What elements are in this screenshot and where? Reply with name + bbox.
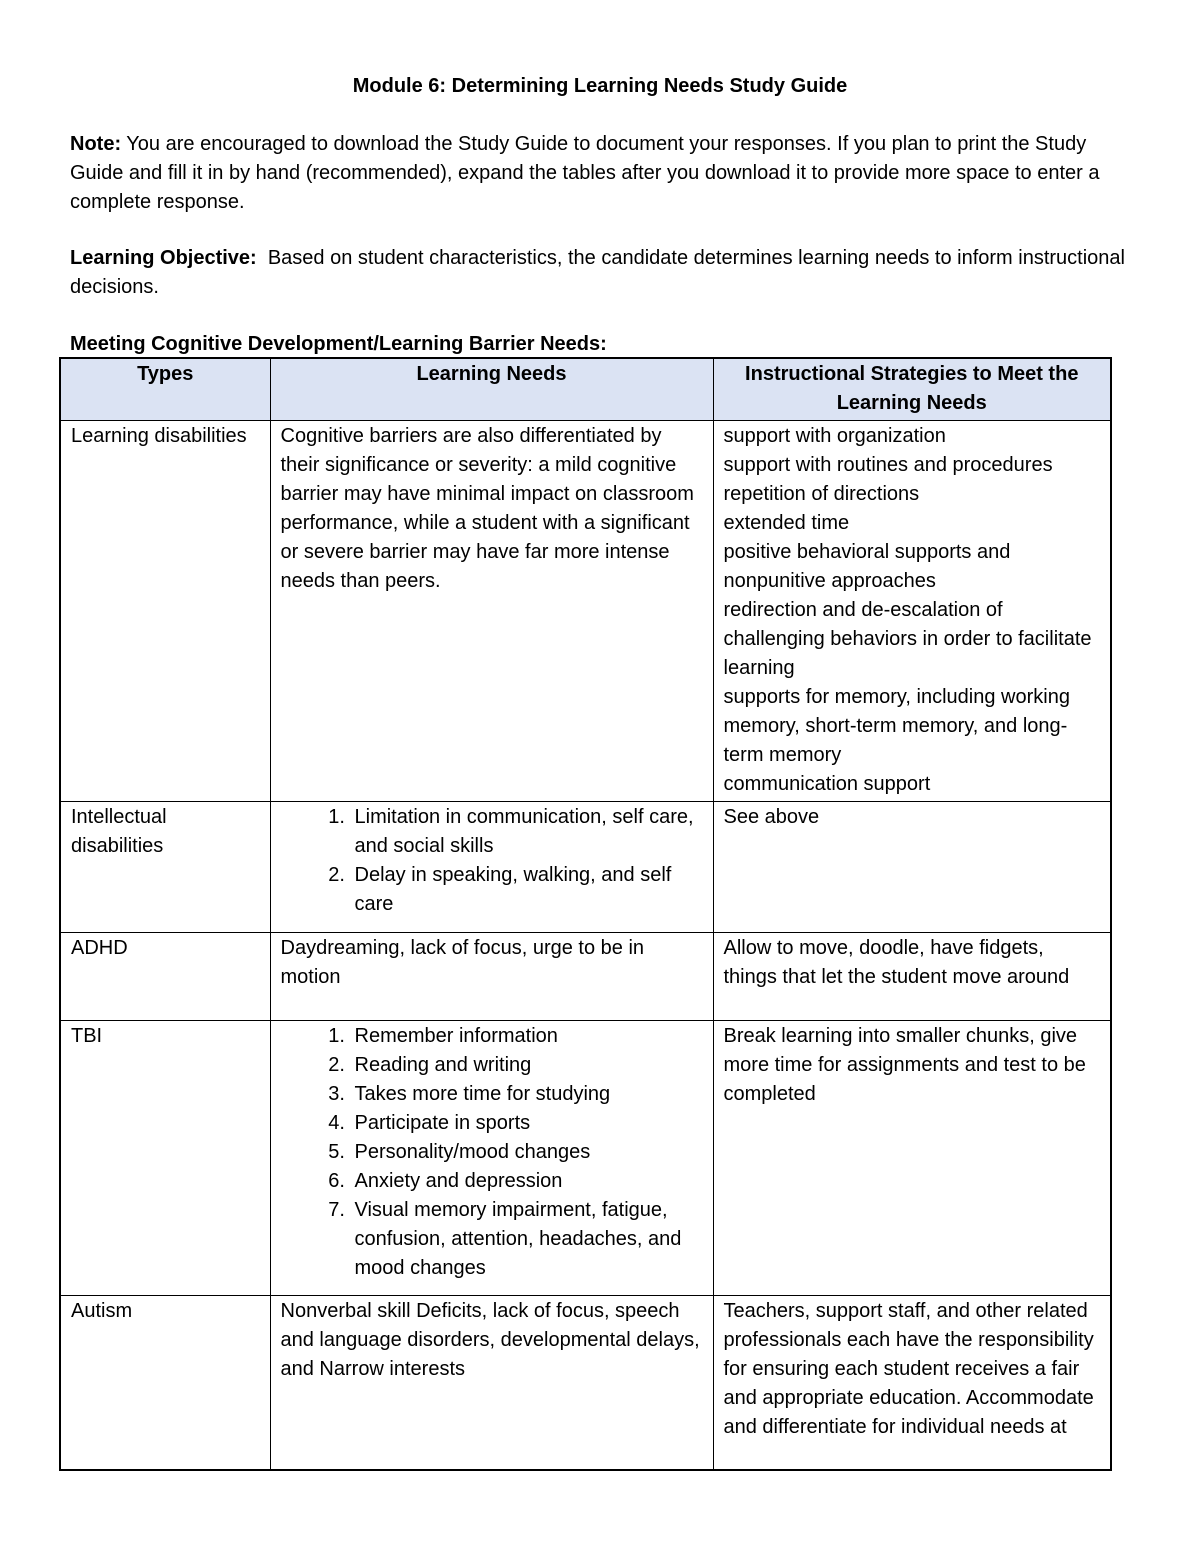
header-learning-needs: Learning Needs (270, 358, 713, 421)
row-learning-needs (270, 802, 713, 933)
row-type: Intellectual disabilities (60, 802, 270, 933)
list-item: 7. Visual memory impairment, fatigue, confusion, attention, headaches, and mood changes (351, 1196, 703, 1283)
needs-list (281, 1022, 703, 1283)
learning-objective-paragraph (70, 244, 1130, 302)
row-learning-needs: Cognitive barriers are also differentiated by their significance or severity: a mild cognitive barrier may have minimal impact on classroom performance, while a student with a significant or severe barrier may have far more intense needs than peers. (270, 421, 713, 802)
objective-label: Learning Objective: (70, 247, 257, 269)
strategy-item: communication support (723, 773, 931, 795)
strategy-item: extended time (723, 512, 850, 534)
list-item: 6. Anxiety and depression (351, 1167, 703, 1196)
learning-needs-table (59, 357, 1112, 1471)
row-strategies: See above (713, 802, 1111, 933)
list-item: 2. Delay in speaking, walking, and self care (351, 861, 703, 919)
header-instructional-strategies: Instructional Strategies to Meet the Learning Needs (713, 358, 1111, 421)
row-type: ADHD (60, 933, 270, 1021)
table-row (60, 802, 1111, 933)
needs-list (281, 803, 703, 919)
note-paragraph (70, 130, 1130, 217)
note-text: You are encouraged to download the Study Guide to document your responses. If you plan to print the Study Guide and fill it in by hand (recommended), expand the tables after you download it to provide more space to enter a complete response. (70, 133, 1100, 213)
table-row (60, 933, 1111, 1021)
list-item: 1. Remember information (351, 1022, 703, 1051)
table-row (60, 1296, 1111, 1470)
objective-text: Based on student characteristics, the candidate determines learning needs to inform instructional decisions. (70, 247, 1131, 298)
row-type: TBI (60, 1021, 270, 1296)
row-learning-needs: Nonverbal skill Deficits, lack of focus, speech and language disorders, developmental delays, and Narrow interests (270, 1296, 713, 1470)
row-strategies: Allow to move, doodle, have fidgets, things that let the student move around (713, 933, 1111, 1021)
list-item: 3. Takes more time for studying (351, 1080, 703, 1109)
strategy-item: support with routines and procedures (723, 454, 1053, 476)
row-strategies (713, 421, 1111, 802)
list-item: 5. Personality/mood changes (351, 1138, 703, 1167)
strategy-item: redirection and de-escalation of challenging behaviors in order to facilitate learning (723, 599, 1092, 679)
list-item: 4. Participate in sports (351, 1109, 703, 1138)
section-heading: Meeting Cognitive Development/Learning Barrier Needs: (70, 333, 607, 355)
table-row (60, 1021, 1111, 1296)
row-learning-needs (270, 1021, 713, 1296)
list-item: 1. Limitation in communication, self care, and social skills (351, 803, 703, 861)
row-learning-needs: Daydreaming, lack of focus, urge to be in motion (270, 933, 713, 1021)
table-row (60, 421, 1111, 802)
header-types: Types (60, 358, 270, 421)
strategy-item: positive behavioral supports and nonpunitive approaches (723, 541, 1011, 592)
strategy-item: supports for memory, including working memory, short-term memory, and long-term memory (723, 686, 1070, 766)
table-header-row (60, 358, 1111, 421)
row-type: Learning disabilities (60, 421, 270, 802)
strategy-item: support with organization (723, 425, 946, 447)
row-type: Autism (60, 1296, 270, 1470)
list-item: 2. Reading and writing (351, 1051, 703, 1080)
strategy-item: repetition of directions (723, 483, 920, 505)
row-strategies: Teachers, support staff, and other related professionals each have the responsibility for ensuring each student receives a fair and appropriate education. Accommodate and differentiate for individual needs at (713, 1296, 1111, 1470)
page-title: Module 6: Determining Learning Needs Study Guide (352, 75, 848, 97)
row-strategies: Break learning into smaller chunks, give more time for assignments and test to be completed (713, 1021, 1111, 1296)
note-label: Note: (70, 133, 122, 155)
